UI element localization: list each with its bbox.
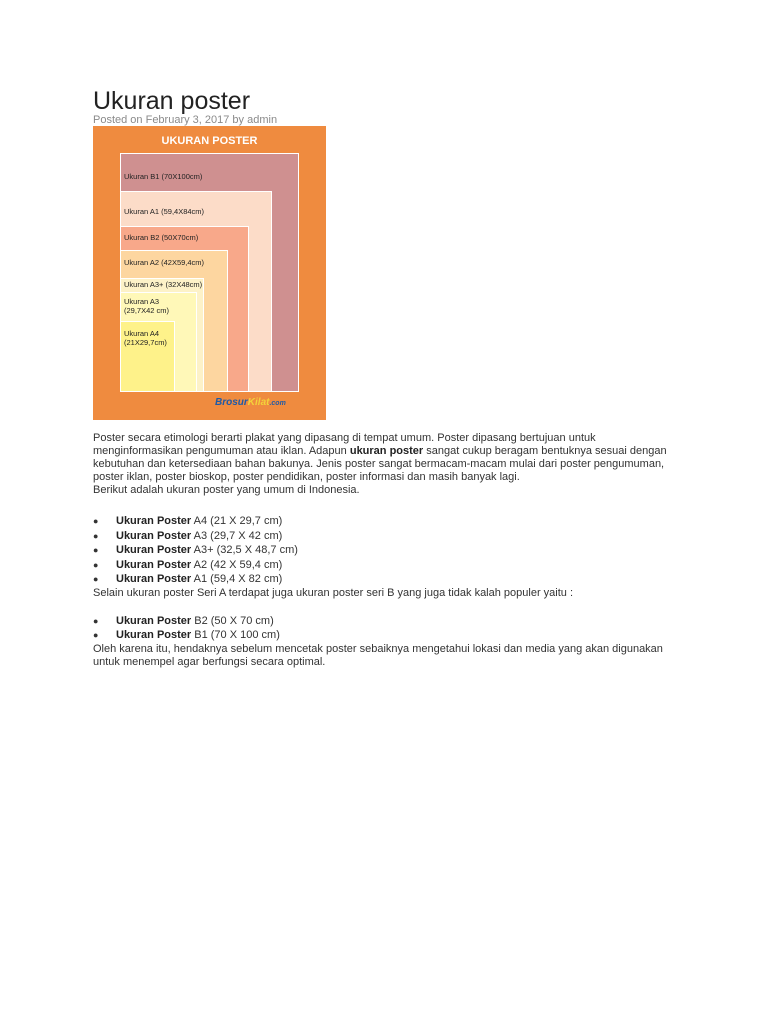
label-a3plus: Ukuran A3+ (32X48cm) bbox=[124, 280, 203, 289]
series-b-intro: Selain ukuran poster Seri A terdapat juga ukuran poster seri B yang juga tidak kalah populer yaitu : bbox=[93, 586, 574, 599]
list-item: ● Ukuran Poster B1 (70 X 100 cm) bbox=[93, 629, 280, 641]
series-b-list bbox=[93, 614, 673, 643]
post-meta: Posted on February 3, 2017 by admin bbox=[93, 114, 278, 126]
list-item: ● Ukuran Poster A3 (29,7 X 42 cm) bbox=[93, 529, 283, 542]
label-a4: Ukuran A4 (21X29,7cm) bbox=[124, 329, 167, 347]
series-a-list bbox=[93, 514, 673, 587]
bullet-icon: ● bbox=[93, 559, 99, 570]
bullet-icon: ● bbox=[93, 630, 99, 640]
label-b2: Ukuran B2 (50X70cm) bbox=[124, 233, 199, 242]
list-item: ● Ukuran Poster A2 (42 X 59,4 cm) bbox=[93, 558, 283, 571]
label-a2: Ukuran A2 (42X59,4cm) bbox=[124, 258, 205, 267]
bullet-icon: ● bbox=[93, 545, 99, 555]
list-item: ● Ukuran Poster A3+ (32,5 X 48,7 cm) bbox=[93, 544, 298, 556]
article-body bbox=[93, 432, 673, 669]
list-item: ● Ukuran Poster A4 (21 X 29,7 cm) bbox=[93, 515, 283, 527]
bullet-icon: ● bbox=[93, 615, 99, 626]
list-item: ● Ukuran Poster A1 (59,4 X 82 cm) bbox=[93, 573, 283, 585]
poster-size-figure bbox=[93, 126, 326, 420]
label-a1: Ukuran A1 (59,4X84cm) bbox=[124, 207, 205, 216]
closing-paragraph: Oleh karena itu, hendaknya sebelum mencetak poster sebaiknya mengetahui lokasi dan media yang akan digunakan untuk menempel agar berfungsi secara optimal. bbox=[93, 642, 663, 668]
figure-heading: UKURAN POSTER bbox=[161, 135, 258, 147]
bullet-icon: ● bbox=[93, 516, 99, 526]
bullet-icon: ● bbox=[93, 574, 99, 584]
brosurkilat-logo: BrosurKilat.com bbox=[215, 397, 286, 408]
intro-paragraph: Poster secara etimologi berarti plakat yang dipasang di tempat umum. Poster dipasang bertujuan untuk menginformasikan pengumuman atau iklan. Adapun ukuran poster sangat cukup beragam bentuknya sesuai dengan kebutuhan dan ketersediaan bahan bakunya. Jenis poster sangat bermacam-macam mulai dari poster pengumuman, poster iklan, poster bioskop, poster pendidikan, poster informasi dan masih banyak lagi. Berikut adalah ukuran poster yang umum di Indonesia. bbox=[93, 432, 667, 496]
bullet-icon: ● bbox=[93, 530, 99, 541]
label-a3: Ukuran A3 (29,7X42 cm) bbox=[124, 297, 170, 315]
page-title: Ukuran poster bbox=[93, 87, 251, 115]
list-item: ● Ukuran Poster B2 (50 X 70 cm) bbox=[93, 614, 274, 627]
label-b1: Ukuran B1 (70X100cm) bbox=[124, 172, 203, 181]
